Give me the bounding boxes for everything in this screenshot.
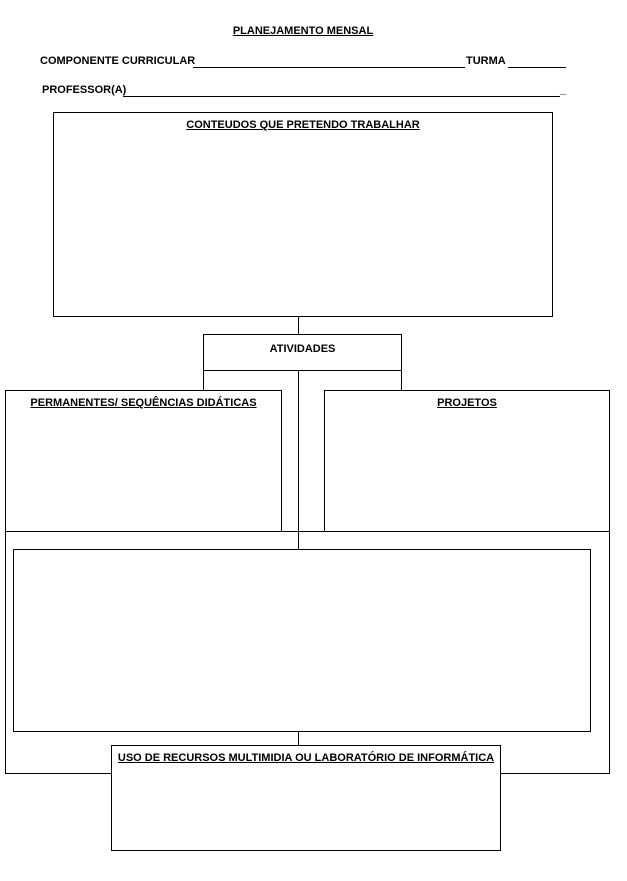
connector-line-lower xyxy=(298,731,299,745)
multimedia-box-title: USO DE RECURSOS MULTIMIDIA OU LABORATÓRIO DE INFORMÁTICA xyxy=(117,752,495,764)
teacher-label: PROFESSOR(A) xyxy=(42,84,127,96)
connector-line-right xyxy=(401,370,402,390)
permanent-sequences-title: PERMANENTES/ SEQUÊNCIAS DIDÁTICAS xyxy=(30,397,257,409)
teacher-field-line[interactable] xyxy=(123,96,560,97)
class-field-line[interactable] xyxy=(508,67,566,68)
multimedia-box[interactable] xyxy=(111,745,501,851)
frame-line-bottom-left xyxy=(5,773,112,774)
frame-line-left xyxy=(5,531,6,773)
contents-box-title: CONTEUDOS QUE PRETENDO TRABALHAR xyxy=(186,119,420,131)
component-field-line[interactable] xyxy=(193,67,465,68)
teacher-trailing-mark: _ xyxy=(560,84,567,96)
notes-box[interactable] xyxy=(13,549,591,732)
class-label: TURMA xyxy=(466,55,506,67)
frame-line-bottom-right xyxy=(500,773,610,774)
component-label: COMPONENTE CURRICULAR xyxy=(40,55,196,67)
page-title: PLANEJAMENTO MENSAL xyxy=(232,25,374,37)
frame-line-right xyxy=(609,531,610,773)
projects-box-title: PROJETOS xyxy=(437,397,497,409)
activities-box[interactable] xyxy=(203,334,402,371)
contents-box[interactable] xyxy=(53,112,553,317)
connector-line-left xyxy=(203,370,204,390)
activities-box-title: ATIVIDADES xyxy=(269,343,336,355)
projects-box[interactable] xyxy=(324,390,610,532)
permanent-sequences-box[interactable] xyxy=(5,390,282,532)
connector-line xyxy=(298,317,299,334)
connector-line-center xyxy=(298,370,299,549)
